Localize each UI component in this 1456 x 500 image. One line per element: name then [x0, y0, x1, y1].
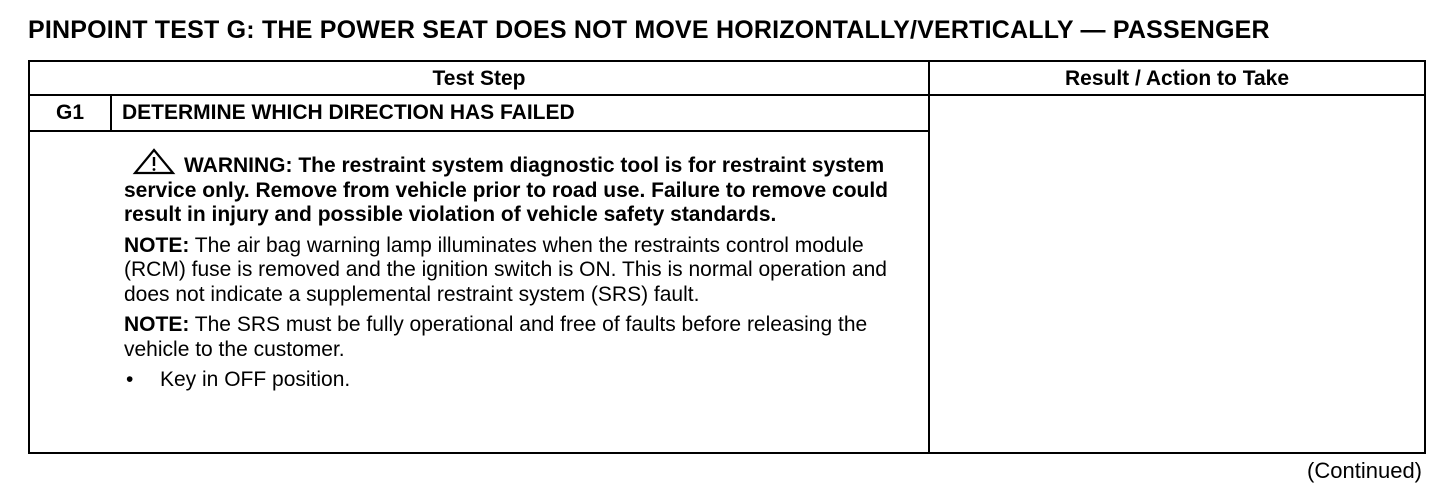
column-divider: [928, 62, 930, 452]
warning-triangle-icon: [132, 148, 176, 176]
step-row-divider: [30, 130, 928, 132]
step-id-divider: [110, 96, 112, 130]
note-text: The air bag warning lamp illuminates when the restraints control module (RCM) fuse is removed and the ignition switch is ON. This is normal operation and does not indicate a supplemental restraint system (SRS) fault.: [124, 233, 887, 306]
warning-text: WARNING: The restraint system diagnostic tool is for restraint system service only. Remove from vehicle prior to road use. Failure to remove could result in injury and possible violation of vehicle safety standards.: [124, 154, 889, 226]
header-test-step: Test Step: [432, 67, 526, 90]
note-label: NOTE:: [124, 233, 190, 257]
note-text: The SRS must be fully operational and free of faults before releasing the vehicle to the customer.: [124, 313, 868, 361]
page-title: PINPOINT TEST G: THE POWER SEAT DOES NOT MOVE HORIZONTALLY/VERTICALLY — PASSENGER: [28, 16, 1270, 44]
bullet-item: [126, 368, 924, 393]
pinpoint-test-table: [28, 60, 1426, 454]
note-label: NOTE:: [124, 313, 190, 336]
step-content: [124, 148, 924, 393]
header-result-action: Result / Action to Take: [1064, 67, 1290, 90]
note-2: [124, 313, 924, 362]
step-id: G1: [55, 101, 84, 124]
step-title: DETERMINE WHICH DIRECTION HAS FAILED: [122, 101, 575, 124]
bullet-text: Key in OFF position.: [160, 368, 351, 391]
note-1: [124, 234, 924, 308]
bullet-icon: •: [126, 368, 134, 391]
continued-label: (Continued): [1307, 458, 1422, 483]
warning-paragraph: [124, 148, 924, 228]
